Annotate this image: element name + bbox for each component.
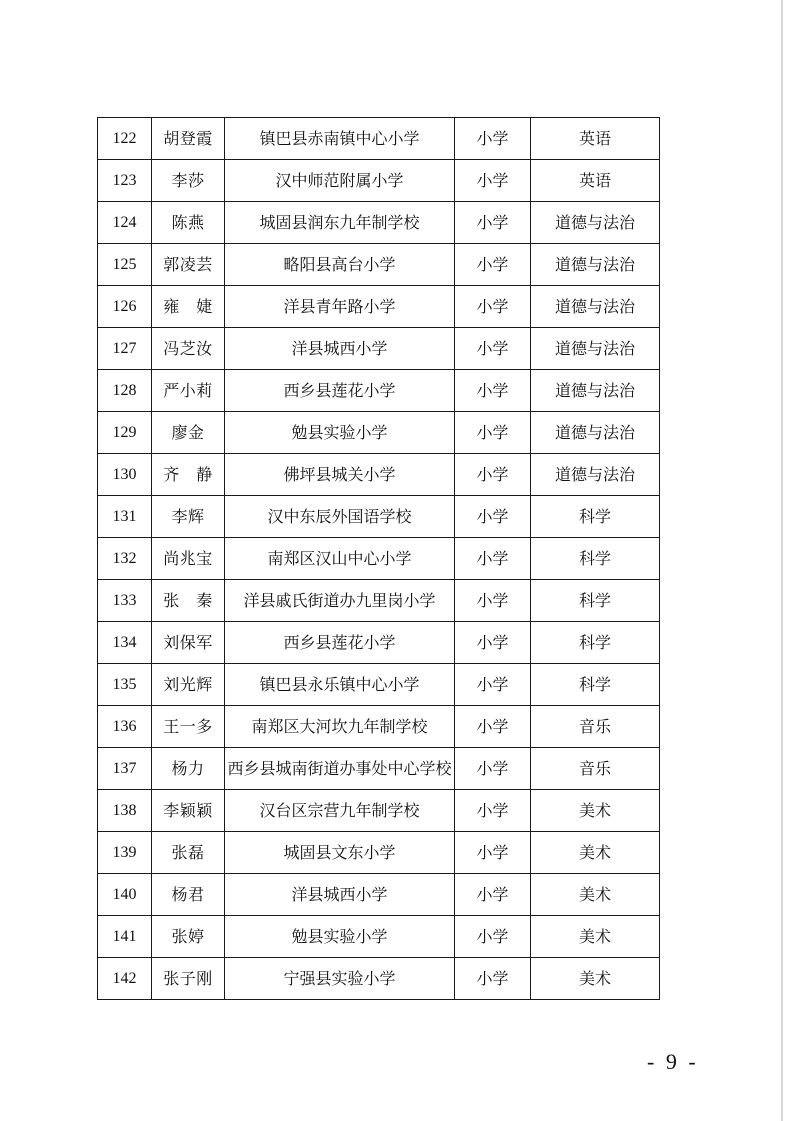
row-number-cell: 132: [98, 538, 152, 580]
school-level-cell: 小学: [455, 328, 531, 370]
subject-cell: 英语: [531, 160, 660, 202]
school-name-cell: 镇巴县永乐镇中心小学: [225, 664, 455, 706]
table-row: [98, 832, 660, 874]
school-level-cell: 小学: [455, 958, 531, 1000]
table-row: [98, 622, 660, 664]
school-name-cell: 佛坪县城关小学: [225, 454, 455, 496]
school-name-cell: 城固县润东九年制学校: [225, 202, 455, 244]
school-level-cell: 小学: [455, 160, 531, 202]
school-name-cell: 汉中师范附属小学: [225, 160, 455, 202]
school-name-cell: 南郑区大河坎九年制学校: [225, 706, 455, 748]
school-name-cell: 勉县实验小学: [225, 916, 455, 958]
teacher-name-cell: 雍 婕: [152, 286, 225, 328]
subject-cell: 音乐: [531, 748, 660, 790]
table-row: [98, 916, 660, 958]
teacher-name-cell: 李莎: [152, 160, 225, 202]
school-level-cell: 小学: [455, 412, 531, 454]
subject-cell: 科学: [531, 622, 660, 664]
teacher-name-cell: 王一多: [152, 706, 225, 748]
row-number-cell: 133: [98, 580, 152, 622]
teacher-name-cell: 陈燕: [152, 202, 225, 244]
row-number-cell: 123: [98, 160, 152, 202]
table-row: [98, 580, 660, 622]
subject-cell: 科学: [531, 580, 660, 622]
teacher-name-cell: 冯芝汝: [152, 328, 225, 370]
table-row: [98, 706, 660, 748]
table-row: [98, 664, 660, 706]
teacher-name-cell: 廖金: [152, 412, 225, 454]
subject-cell: 道德与法治: [531, 328, 660, 370]
roster-table: [97, 117, 660, 1000]
row-number-cell: 140: [98, 874, 152, 916]
subject-cell: 道德与法治: [531, 244, 660, 286]
row-number-cell: 139: [98, 832, 152, 874]
school-level-cell: 小学: [455, 664, 531, 706]
row-number-cell: 137: [98, 748, 152, 790]
page-number: - 9 -: [647, 1049, 699, 1074]
school-name-cell: 西乡县莲花小学: [225, 622, 455, 664]
school-level-cell: 小学: [455, 874, 531, 916]
school-name-cell: 西乡县城南街道办事处中心学校: [225, 748, 455, 790]
teacher-name-cell: 郭凌芸: [152, 244, 225, 286]
table-row: [98, 496, 660, 538]
table-row: [98, 790, 660, 832]
row-number-cell: 130: [98, 454, 152, 496]
school-name-cell: 南郑区汉山中心小学: [225, 538, 455, 580]
school-level-cell: 小学: [455, 286, 531, 328]
table-row: [98, 748, 660, 790]
school-level-cell: 小学: [455, 832, 531, 874]
school-name-cell: 西乡县莲花小学: [225, 370, 455, 412]
teacher-name-cell: 张婷: [152, 916, 225, 958]
subject-cell: 道德与法治: [531, 412, 660, 454]
school-level-cell: 小学: [455, 706, 531, 748]
roster-body: [98, 118, 660, 1000]
row-number-cell: 129: [98, 412, 152, 454]
school-name-cell: 镇巴县赤南镇中心小学: [225, 118, 455, 160]
table-row: [98, 328, 660, 370]
table-row: [98, 454, 660, 496]
teacher-name-cell: 严小莉: [152, 370, 225, 412]
teacher-name-cell: 胡登霞: [152, 118, 225, 160]
table-row: [98, 412, 660, 454]
subject-cell: 道德与法治: [531, 286, 660, 328]
teacher-name-cell: 张磊: [152, 832, 225, 874]
teacher-name-cell: 齐 静: [152, 454, 225, 496]
row-number-cell: 138: [98, 790, 152, 832]
teacher-name-cell: 张子刚: [152, 958, 225, 1000]
subject-cell: 科学: [531, 664, 660, 706]
school-name-cell: 略阳县高台小学: [225, 244, 455, 286]
row-number-cell: 136: [98, 706, 152, 748]
table-row: [98, 538, 660, 580]
row-number-cell: 122: [98, 118, 152, 160]
school-name-cell: 汉台区宗营九年制学校: [225, 790, 455, 832]
school-level-cell: 小学: [455, 580, 531, 622]
row-number-cell: 142: [98, 958, 152, 1000]
school-level-cell: 小学: [455, 496, 531, 538]
row-number-cell: 131: [98, 496, 152, 538]
subject-cell: 英语: [531, 118, 660, 160]
row-number-cell: 124: [98, 202, 152, 244]
subject-cell: 道德与法治: [531, 202, 660, 244]
table-row: [98, 286, 660, 328]
school-level-cell: 小学: [455, 916, 531, 958]
row-number-cell: 134: [98, 622, 152, 664]
subject-cell: 美术: [531, 874, 660, 916]
subject-cell: 道德与法治: [531, 454, 660, 496]
subject-cell: 音乐: [531, 706, 660, 748]
teacher-name-cell: 刘光辉: [152, 664, 225, 706]
school-name-cell: 宁强县实验小学: [225, 958, 455, 1000]
school-name-cell: 勉县实验小学: [225, 412, 455, 454]
teacher-name-cell: 刘保军: [152, 622, 225, 664]
row-number-cell: 135: [98, 664, 152, 706]
table-row: [98, 874, 660, 916]
row-number-cell: 141: [98, 916, 152, 958]
school-level-cell: 小学: [455, 244, 531, 286]
subject-cell: 美术: [531, 832, 660, 874]
subject-cell: 道德与法治: [531, 370, 660, 412]
table-row: [98, 118, 660, 160]
scan-edge-line: [781, 0, 783, 1121]
teacher-name-cell: 张 秦: [152, 580, 225, 622]
subject-cell: 科学: [531, 496, 660, 538]
row-number-cell: 125: [98, 244, 152, 286]
school-name-cell: 汉中东辰外国语学校: [225, 496, 455, 538]
school-level-cell: 小学: [455, 790, 531, 832]
teacher-name-cell: 杨力: [152, 748, 225, 790]
school-level-cell: 小学: [455, 748, 531, 790]
school-level-cell: 小学: [455, 370, 531, 412]
table-row: [98, 160, 660, 202]
school-level-cell: 小学: [455, 118, 531, 160]
school-name-cell: 洋县城西小学: [225, 328, 455, 370]
school-level-cell: 小学: [455, 538, 531, 580]
teacher-name-cell: 李颖颖: [152, 790, 225, 832]
table-row: [98, 202, 660, 244]
school-name-cell: 洋县城西小学: [225, 874, 455, 916]
row-number-cell: 127: [98, 328, 152, 370]
school-level-cell: 小学: [455, 454, 531, 496]
school-name-cell: 城固县文东小学: [225, 832, 455, 874]
subject-cell: 美术: [531, 958, 660, 1000]
teacher-name-cell: 李辉: [152, 496, 225, 538]
table-row: [98, 244, 660, 286]
table-row: [98, 370, 660, 412]
teacher-name-cell: 尚兆宝: [152, 538, 225, 580]
school-name-cell: 洋县戚氏街道办九里岗小学: [225, 580, 455, 622]
school-level-cell: 小学: [455, 202, 531, 244]
subject-cell: 美术: [531, 790, 660, 832]
subject-cell: 美术: [531, 916, 660, 958]
teacher-name-cell: 杨君: [152, 874, 225, 916]
row-number-cell: 128: [98, 370, 152, 412]
table-row: [98, 958, 660, 1000]
school-name-cell: 洋县青年路小学: [225, 286, 455, 328]
row-number-cell: 126: [98, 286, 152, 328]
subject-cell: 科学: [531, 538, 660, 580]
school-level-cell: 小学: [455, 622, 531, 664]
